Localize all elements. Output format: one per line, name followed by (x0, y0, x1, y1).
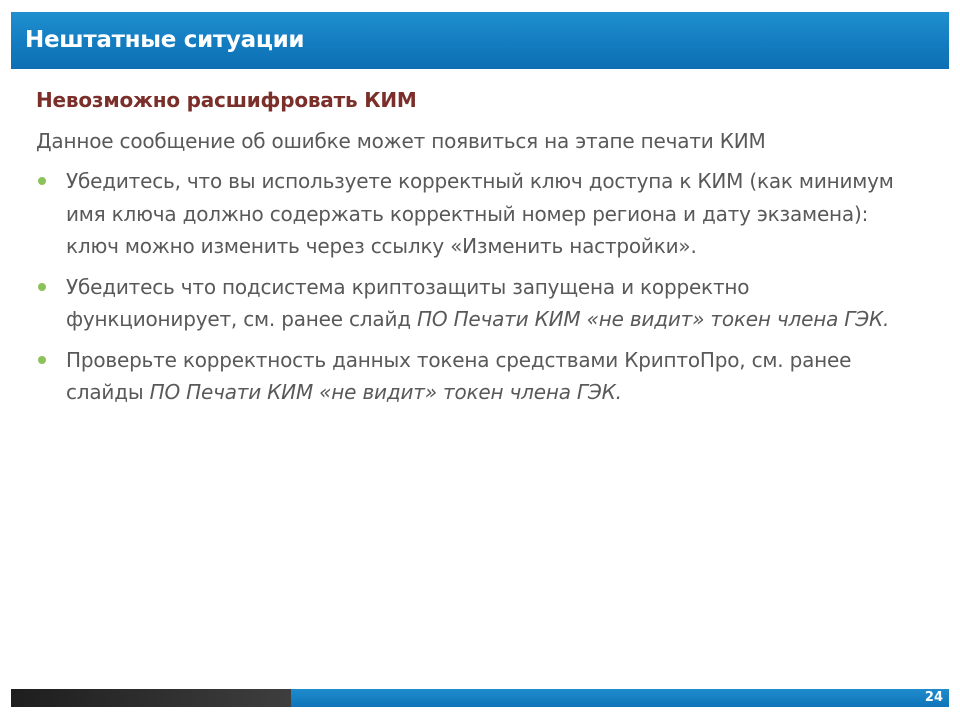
bullet-item-2 (36, 271, 916, 336)
bullet-item-2-reference: ПО Печати КИМ «не видит» токен члена ГЭК. (417, 307, 890, 331)
bullet-item-3-text: Проверьте корректность данных токена средствами КриптоПро, см. ранее слайды (66, 347, 852, 404)
page-number: 24 (924, 690, 943, 705)
bullet-dot-icon (38, 177, 46, 185)
slide-subtitle: Невозможно расшифровать КИМ (36, 88, 417, 112)
bullet-list (36, 165, 916, 409)
bullet-item-1-text: Убедитесь, что вы используете корректный ключ доступа к КИМ (как минимум имя ключа должно содержать корректный номер региона и дату экзамена): ключ можно изменить через ссылку «Изменить настройки». (66, 169, 894, 258)
bullet-item-3-reference: ПО Печати КИМ «не видит» токен члена ГЭК. (149, 380, 622, 404)
bullet-item-1 (36, 165, 916, 263)
slide-title: Нештатные ситуации (25, 27, 305, 53)
title-bar (11, 12, 949, 69)
bullet-item-3 (36, 344, 916, 409)
bullet-item-2-text: Убедитесь что подсистема криптозащиты запущена и корректно функционирует, см. ранее слайд (66, 274, 750, 331)
footer-dark-strip (11, 689, 291, 707)
slide-content (36, 85, 916, 417)
bullet-dot-icon (38, 283, 46, 291)
intro-text: Данное сообщение об ошибке может появиться на этапе печати КИМ (36, 129, 766, 153)
bullet-dot-icon (38, 356, 46, 364)
footer-blue-strip (291, 689, 949, 707)
